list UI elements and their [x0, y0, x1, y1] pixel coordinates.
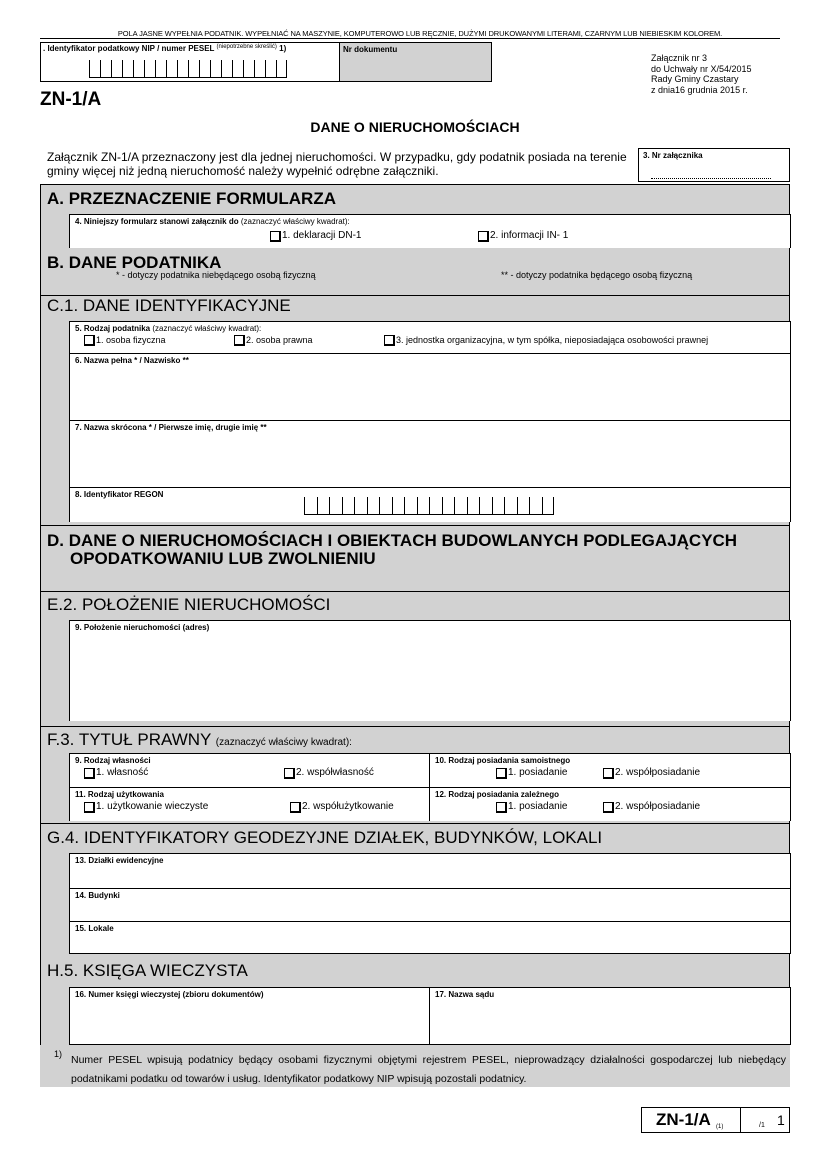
b-note-natural-person: ** - dotyczy podatnika będącego osobą fizyczną: [501, 270, 693, 280]
footnote-text: Numer PESEL wpisują podatnicy będący osobami fizycznymi objętymi rejestrem PESEL, nieprowadzący działalności gospodarczej lub niebędący podatnikami podatku od towarów i usług. Identyfikator podatkowy NIP wpisują pozostali podatnicy.: [71, 1054, 786, 1085]
footnote: [40, 1045, 790, 1087]
section-d-title-line2: OPODATKOWANIU LUB ZWOLNIENIU: [70, 549, 376, 568]
section-c-header: C.1. DANE IDENTYFIKACYJNE: [41, 295, 789, 316]
section-d-title-line1: D. DANE O NIERUCHOMOŚCIACH I OBIEKTACH BUDOWLANYCH PODLEGAJĄCYCH: [47, 531, 738, 550]
section-d-header: [41, 525, 789, 587]
taxpayer-id-label: . Identyfikator podatkowy NIP / numer PESEL $^{(niepotrzebne skreślić)}$ 1): [43, 44, 287, 53]
attachment-number-field[interactable]: 3. Nr załącznika: [638, 148, 790, 182]
field-16-land-register-number[interactable]: [69, 987, 430, 1045]
option-dependent-possession[interactable]: 1. posiadanie: [496, 801, 568, 812]
checkbox-icon[interactable]: [496, 768, 507, 779]
option-legal-person[interactable]: 2. osoba prawna: [234, 334, 313, 345]
field-6-label: 6. Nazwa pełna * / Nazwisko **: [75, 356, 189, 365]
checkbox-icon[interactable]: [603, 768, 614, 779]
b-note-legal-entity: * - dotyczy podatnika niebędącego osobą fizyczną: [116, 270, 316, 280]
field-15-label: 15. Lokale: [75, 924, 114, 933]
field-12-dependent-possession: [429, 787, 791, 821]
field-14-buildings[interactable]: [69, 888, 791, 921]
section-e-header: E.2. POŁOŻENIE NIERUCHOMOŚCI: [41, 591, 789, 615]
option-perpetual-usufruct[interactable]: 1. użytkowanie wieczyste: [84, 801, 208, 812]
option-dependent-co-possession[interactable]: 2. współposiadanie: [603, 801, 700, 812]
option-ownership[interactable]: 1. własność: [84, 767, 148, 778]
section-f-header: F.3. TYTUŁ PRAWNY (zaznaczyć właściwy kwadrat):: [41, 726, 789, 750]
checkbox-icon[interactable]: [234, 335, 245, 346]
checkbox-icon[interactable]: [478, 231, 489, 242]
checkbox-icon[interactable]: [84, 768, 95, 779]
field-11-label: 11. Rodzaj użytkowania: [75, 790, 164, 799]
field-5: [69, 321, 791, 355]
option-co-ownership[interactable]: 2. współwłasność: [284, 767, 374, 778]
field-7-short-name[interactable]: [69, 420, 791, 487]
page-title: DANE O NIERUCHOMOŚCIACH: [310, 119, 520, 135]
option-information-in1[interactable]: 2. informacji IN- 1: [478, 230, 568, 241]
option-declaration-dn1[interactable]: 1. deklaracji DN-1: [270, 230, 361, 241]
field-9b-label: 9. Rodzaj własności: [75, 756, 151, 765]
section-b-header: B. DANE PODATNIKA: [47, 253, 222, 272]
checkbox-icon[interactable]: [290, 802, 301, 813]
field-6-full-name[interactable]: [69, 353, 791, 420]
form-code: ZN-1/A: [40, 89, 102, 110]
field-12-label: 12. Rodzaj posiadania zależnego: [435, 790, 560, 799]
intro-text: Załącznik ZN-1/A przeznaczony jest dla jednej nieruchomości. W przypadku, gdy podatnik posiada na terenie gminy więcej niż jedną nieruchomość należy wypełnić odrębne załączniki.: [47, 150, 627, 178]
field-8-label: 8. Identyfikator REGON: [75, 490, 164, 499]
field-16-label: 16. Numer księgi wieczystej (zbioru dokumentów): [75, 990, 264, 999]
field-9-ownership: [69, 753, 430, 787]
field-10-independent-possession: [429, 753, 791, 787]
section-h-header: H.5. KSIĘGA WIECZYSTA: [47, 961, 248, 980]
form-body: [40, 184, 790, 1087]
field-9-label: 9. Położenie nieruchomości (adres): [75, 623, 210, 632]
checkbox-icon[interactable]: [84, 335, 95, 346]
checkbox-icon[interactable]: [270, 231, 281, 242]
taxpayer-id-box: [40, 42, 340, 82]
option-natural-person[interactable]: 1. osoba fizyczna: [84, 334, 166, 345]
checkbox-icon[interactable]: [496, 802, 507, 813]
field-11-usage: [69, 787, 430, 821]
attachment-info: Załącznik nr 3 do Uchwały nr X/54/2015 Rady Gminy Czastary z dnia16 grudnia 2015 r.: [651, 53, 752, 95]
document-number-box: Nr dokumentu: [339, 42, 492, 82]
option-co-usufruct[interactable]: 2. współużytkowanie: [290, 801, 394, 812]
field-13-plots[interactable]: [69, 853, 791, 888]
footer-form-code: ZN-1/A (1): [641, 1107, 741, 1133]
regon-input[interactable]: [304, 497, 554, 515]
option-organizational-unit[interactable]: 3. jednostka organizacyjna, w tym spółka, nieposiadająca osobowości prawnej: [384, 334, 708, 345]
field-4-label: 4. Niniejszy formularz stanowi załącznik do (zaznaczyć właściwy kwadrat):: [75, 217, 350, 226]
checkbox-icon[interactable]: [84, 802, 95, 813]
field-17-court-name[interactable]: [429, 987, 791, 1045]
field-10-label: 10. Rodzaj posiadania samoistnego: [435, 756, 571, 765]
checkbox-icon[interactable]: [384, 335, 395, 346]
taxpayer-id-input[interactable]: [89, 60, 287, 78]
field-13-label: 13. Działki ewidencyjne: [75, 856, 164, 865]
option-co-possession[interactable]: 2. współposiadanie: [603, 767, 700, 778]
divider: [40, 38, 780, 39]
section-g-header: G.4. IDENTYFIKATORY GEODEZYJNE DZIAŁEK, BUDYNKÓW, LOKALI: [41, 823, 789, 848]
field-5-label: 5. Rodzaj podatnika (zaznaczyć właściwy kwadrat):: [75, 324, 262, 333]
field-14-label: 14. Budynki: [75, 891, 120, 900]
checkbox-icon[interactable]: [284, 768, 295, 779]
page-number: 1 $_{/1}$: [740, 1107, 790, 1133]
option-possession[interactable]: 1. posiadanie: [496, 767, 568, 778]
field-17-label: 17. Nazwa sądu: [435, 990, 495, 999]
field-4: [69, 214, 791, 248]
section-a-header: A. PRZEZNACZENIE FORMULARZA: [47, 189, 336, 208]
form-instruction: POLA JASNE WYPEŁNIA PODATNIK. WYPEŁNIAĆ NA MASZYNIE, KOMPUTEROWO LUB RĘCZNIE, DUŻYMI DRUKOWANYMI LITERAMI, CZARNYM LUB NIEBIESKIM KOLOREM.: [117, 29, 723, 38]
checkbox-icon[interactable]: [603, 802, 614, 813]
field-7-label: 7. Nazwa skrócona * / Pierwsze imię, drugie imię **: [75, 423, 267, 432]
footnote-number: 1): [54, 1049, 63, 1059]
field-9-address[interactable]: [69, 620, 791, 721]
field-15-premises[interactable]: [69, 921, 791, 954]
